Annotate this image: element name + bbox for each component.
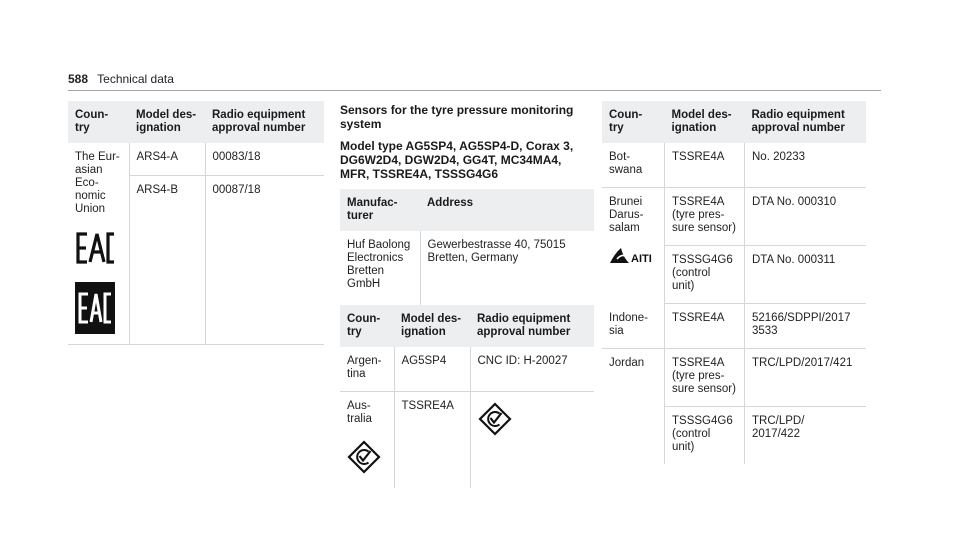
- model-cell: TSSRE4A (tyre pres- sure sensor): [665, 349, 745, 407]
- manufacturer-cell: Huf Baolong Electronics Bretten GmbH: [340, 231, 420, 305]
- svg-text:AITI: AITI: [631, 253, 652, 265]
- eac-approval-table: [68, 101, 324, 345]
- eac-mark-icon: [75, 228, 115, 268]
- sensor-section: [340, 101, 594, 488]
- approval-cell: 00083/18: [205, 143, 324, 176]
- col-header-manufacturer: Manufac- turer: [340, 189, 420, 231]
- sensor-approval-table: [340, 305, 594, 488]
- approval-cell: 00087/18: [205, 176, 324, 345]
- manufacturer-table: [340, 189, 594, 305]
- model-cell: AG5SP4: [394, 347, 470, 392]
- col-header-approval: Radio equipment approval number: [205, 101, 324, 143]
- country-text: The Eur- asian Eco- nomic Union: [75, 151, 120, 215]
- col-header-country: Coun- try: [602, 101, 665, 143]
- country-cell: [68, 143, 129, 345]
- approval-cell: [470, 392, 594, 489]
- approval-cell: DTA No. 000310: [752, 196, 837, 208]
- rcm-mark-icon: [478, 402, 512, 436]
- col-header-country: Coun- try: [68, 101, 129, 143]
- country-cell: Bot- swana: [602, 143, 665, 188]
- col-header-model: Model des- ignation: [129, 101, 205, 143]
- col-header-approval: Radio equipment approval number: [745, 101, 867, 143]
- model-cell: TSSRE4A: [665, 143, 745, 188]
- country-cell: Aus- tralia: [340, 392, 394, 489]
- approval-cell: CNC ID: H-20027: [470, 347, 594, 392]
- col-header-address: Address: [420, 189, 594, 231]
- page-number: 588: [68, 72, 89, 86]
- address-cell: Gewerbestrasse 40, 75015 Bretten, Germany: [427, 239, 566, 264]
- aiti-logo-icon: [609, 243, 657, 267]
- rcm-mark-icon: [347, 440, 381, 474]
- eac-mark-icon: [75, 282, 115, 334]
- approval-cell: TRC/LPD/2017/421: [745, 349, 867, 407]
- col-header-approval: Radio equipment approval number: [470, 305, 594, 347]
- country-cell: Brunei Darus- salam AITI: [602, 188, 665, 304]
- approval-cell: No. 20233: [745, 143, 867, 188]
- model-cell: TSSRE4A (tyre pres- sure sensor): [665, 188, 745, 246]
- model-cell: TSSSG4G6 (control unit): [665, 407, 745, 465]
- sensor-section-title: Sensors for the tyre pressure monitoring system: [340, 103, 574, 131]
- approval-cell: 52166/SDPPI/2017 3533: [745, 304, 867, 349]
- country-approval-table: [602, 101, 866, 464]
- section-title: Technical data: [97, 72, 174, 86]
- col-header-country: Coun- try: [340, 305, 394, 347]
- model-cell: TSSRE4A: [394, 392, 470, 489]
- header-divider: [68, 90, 881, 91]
- model-cell: TSSRE4A: [665, 304, 745, 349]
- approval-cell: DTA No. 000311: [745, 246, 867, 304]
- model-cell: ARS4-A: [129, 143, 205, 176]
- page-header: [68, 72, 174, 86]
- model-cell: TSSSG4G6 (control unit): [665, 246, 745, 304]
- col-header-model: Model des- ignation: [394, 305, 470, 347]
- sensor-model-types: Model type AG5SP4, AG5SP4-D, Corax 3, DG6W2D4, DGW2D4, GG4T, MC34MA4, MFR, TSSRE4A, TSSSG4G6: [340, 139, 574, 181]
- country-cell: Argen- tina: [340, 347, 394, 392]
- country-cell: Indone- sia: [602, 304, 665, 349]
- approval-cell: TRC/LPD/ 2017/422: [752, 415, 805, 440]
- col-header-model: Model des- ignation: [665, 101, 745, 143]
- model-cell: ARS4-B: [129, 176, 205, 345]
- country-cell: Jordan: [602, 349, 665, 465]
